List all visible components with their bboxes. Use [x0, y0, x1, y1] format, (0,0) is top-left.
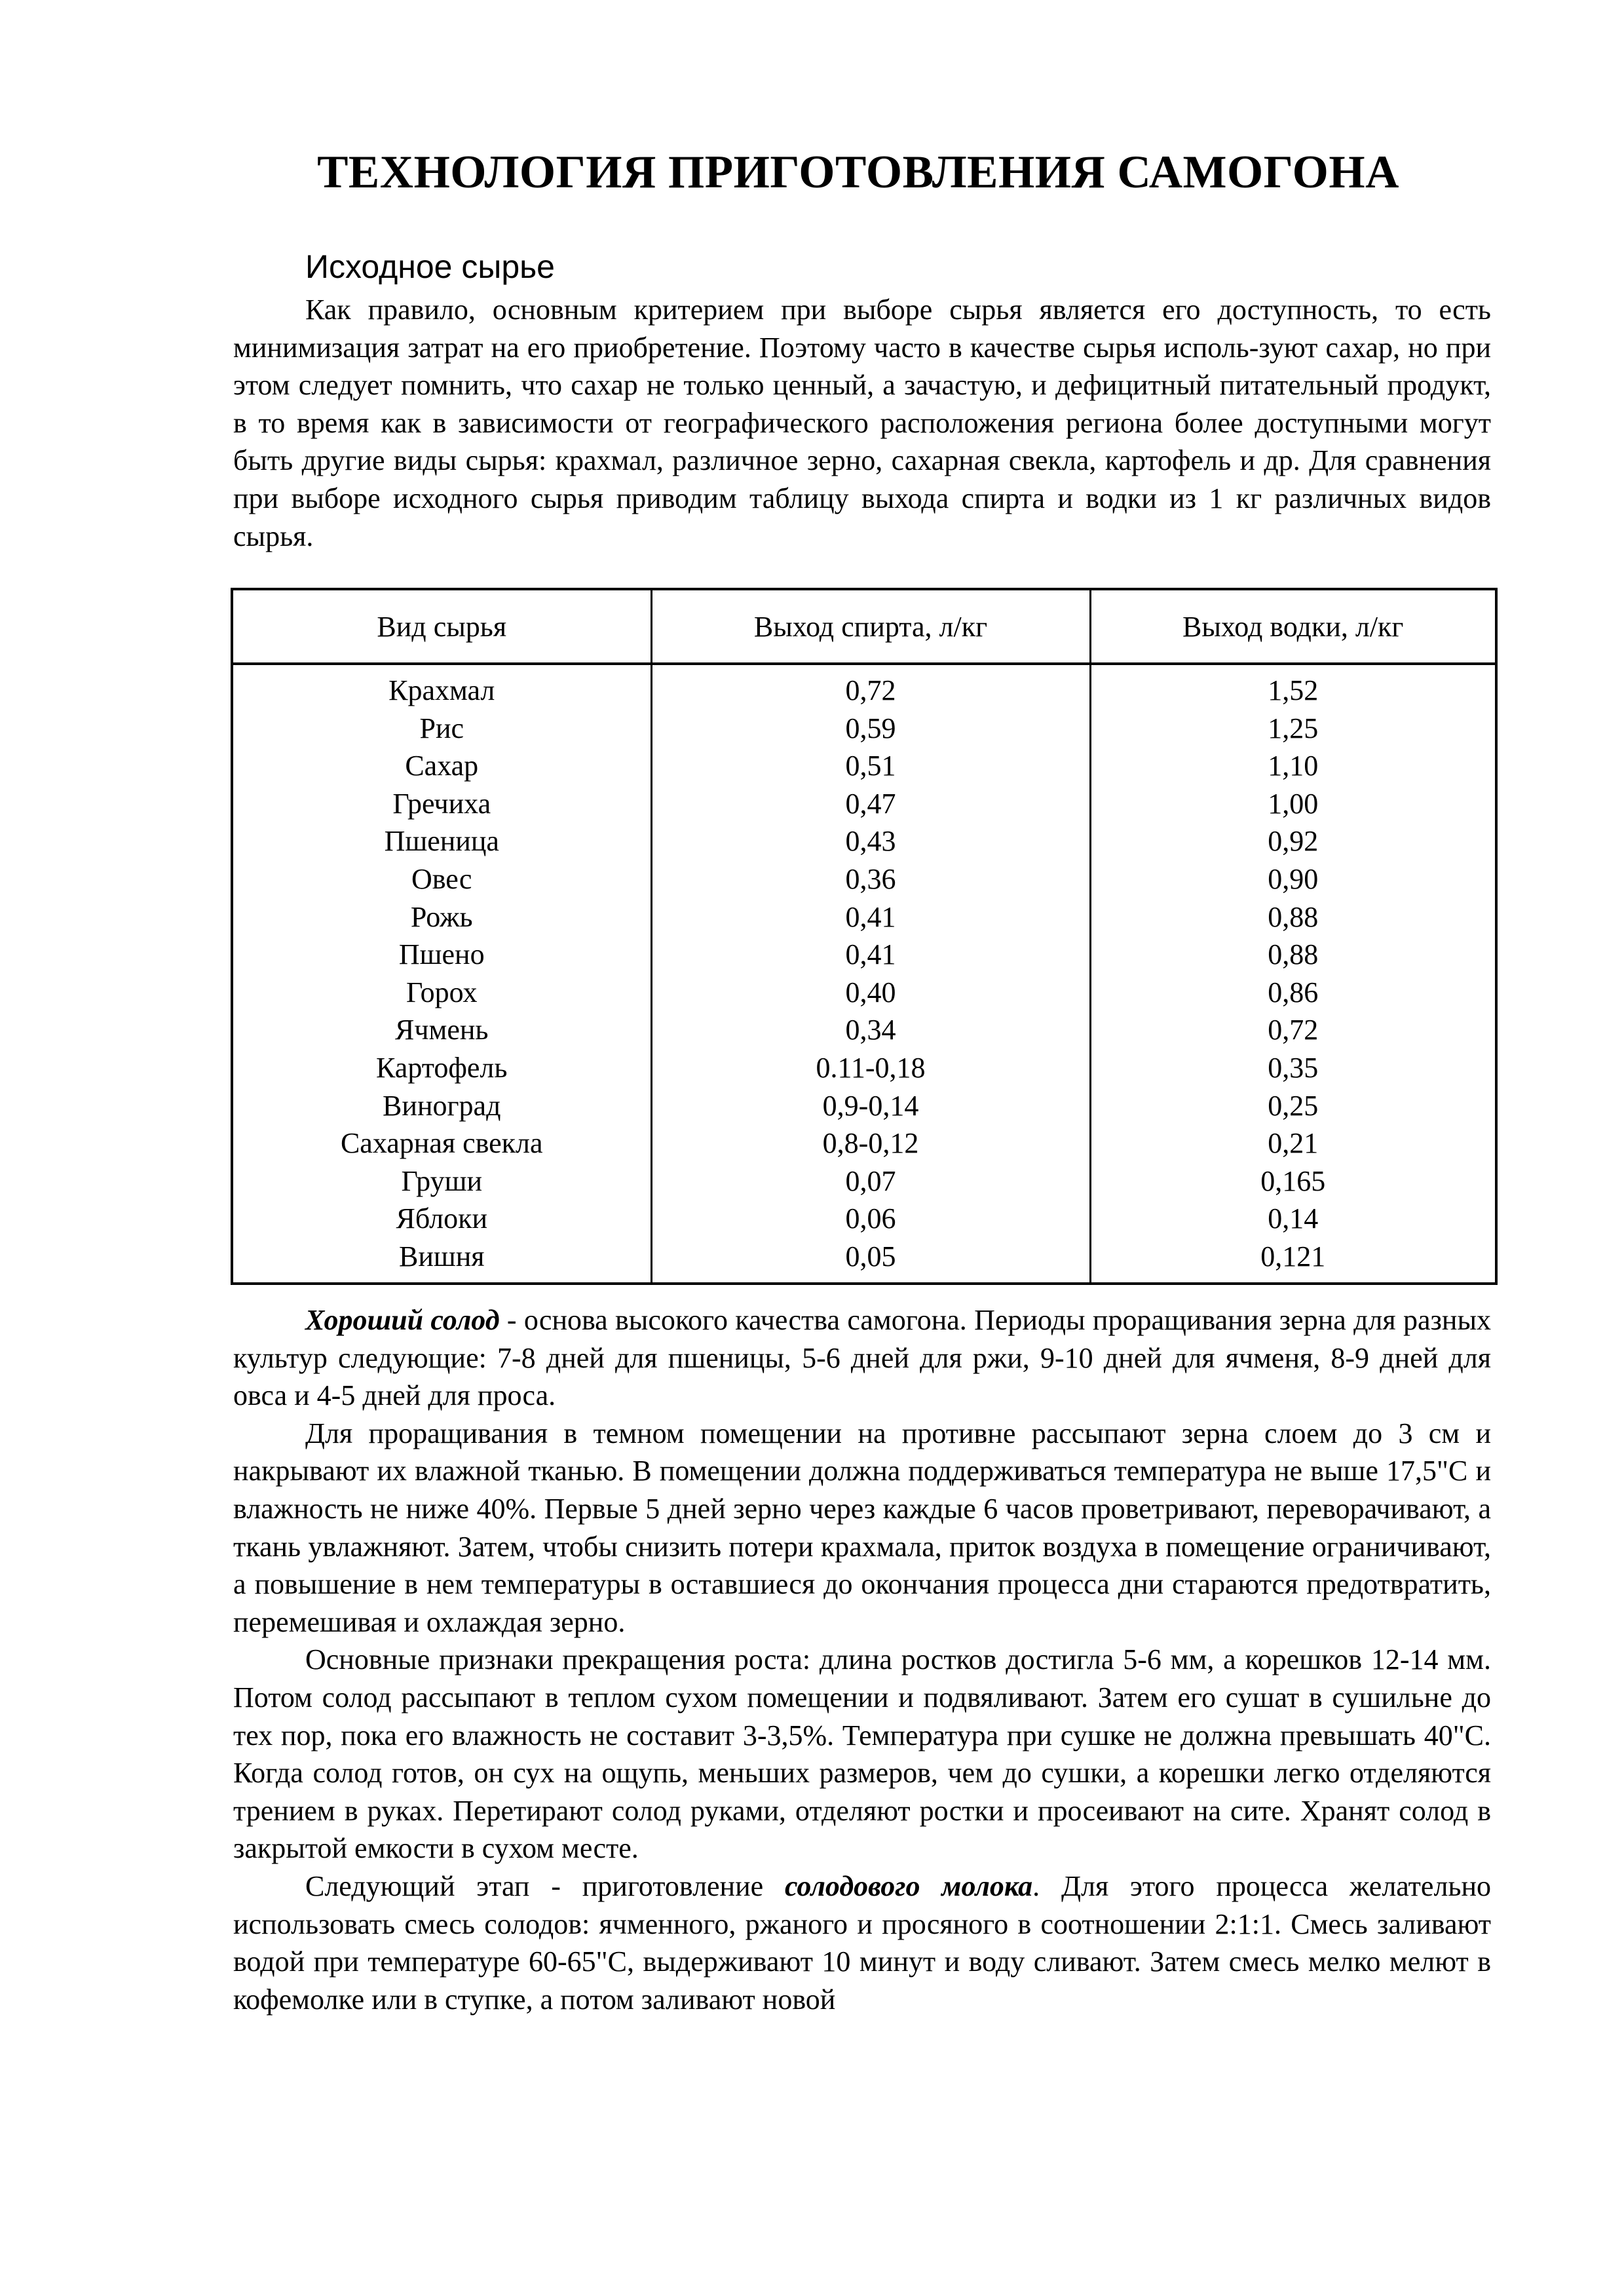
raw-material-cell: Овес	[232, 860, 651, 898]
vodka-yield-cell: 1,10	[1268, 750, 1319, 782]
raw-material-cell: Вишня	[232, 1238, 651, 1284]
table-row	[232, 860, 1496, 898]
vodka-yield-cell: 0,86	[1268, 976, 1319, 1008]
alcohol-yield-cell: 0,06	[651, 1200, 1090, 1238]
table-row	[232, 974, 1496, 1012]
table-row	[232, 898, 1496, 936]
table-row	[232, 1200, 1496, 1238]
drying-paragraph: Основные признаки прекращения роста: длина ростков достигла 5-6 мм, а корешков 12-14 мм. Потом солод рассыпают в теплом сухом помещении и подвяливают. Затем его сушат в сушильне до тех пор, пока его влажность не составит 3-3,5%. Температура при сушке не должна превышать 40"С. Когда солод готов, он сух на ощупь, меньших размеров, чем до сушки, а корешки легко отделяются трением в руках. Перетирают солод руками, отделяют ростки и просеивают на сите. Хранят солод в закрытой емкости в сухом месте.	[233, 1643, 1491, 1865]
table-row	[232, 1049, 1496, 1087]
sprouting-paragraph: Для проращивания в темном помещении на противне рассыпают зерна слоем до 3 см и накрывают их влажной тканью. В помещении должна поддерживаться температура не выше 17,5"С и влажность не ниже 40%. Первые 5 дней зерно через каждые 6 часов проветривают, переворачивают, а ткань увлажняют. Затем, чтобы снизить потери крахмала, приток воздуха в помещение ограничивают, а повышение в нем температуры в оставшиеся до окончания процесса дни стараются предотвратить, перемешивая и охлаждая зерно.	[233, 1417, 1491, 1638]
alcohol-yield-cell: 0,9-0,14	[651, 1087, 1090, 1125]
alcohol-yield-cell: 0,47	[651, 785, 1090, 823]
raw-material-cell: Гречиха	[232, 785, 651, 823]
page-title: ТЕХНОЛОГИЯ ПРИГОТОВЛЕНИЯ САМОГОНА	[317, 147, 1399, 198]
raw-material-cell: Сахарная свекла	[232, 1124, 651, 1162]
alcohol-yield-cell: 0,43	[651, 822, 1090, 860]
vodka-yield-cell: 0,92	[1268, 825, 1319, 858]
main-text	[233, 1301, 1491, 2018]
vodka-yield-cell: 0,165	[1260, 1164, 1326, 1197]
table-row	[232, 936, 1496, 974]
table-row	[232, 785, 1496, 823]
section-heading: Исходное сырье	[305, 248, 555, 285]
vodka-yield-cell: 1,00	[1268, 787, 1319, 820]
raw-material-cell: Картофель	[232, 1049, 651, 1087]
intro-paragraph: Как правило, основным критерием при выборе сырья является его доступность, то есть минимизация затрат на его приобретение. Поэтому часто в качестве сырья исполь-зуют сахар, но при этом следует помнить, что сахар не только ценный, а зачастую, и дефицитный питательный продукт, в то время как в зависимости от географического расположения региона более доступными могут быть другие виды сырья: крахмал, различное зерно, сахарная свекла, картофель и др. Для сравнения при выборе исходного сырья приводим таблицу выхода спирта и водки из 1 кг различных видов сырья.	[233, 294, 1491, 552]
table-row	[232, 1124, 1496, 1162]
table-row	[232, 664, 1496, 710]
intro-section	[233, 291, 1491, 555]
table-row	[232, 1238, 1496, 1284]
malt-emphasis: Хороший солод	[305, 1304, 500, 1336]
table-body	[232, 664, 1496, 1284]
table-header-row	[232, 589, 1496, 664]
table-row	[232, 1011, 1496, 1049]
raw-material-cell: Виноград	[232, 1087, 651, 1125]
alcohol-yield-cell: 0,59	[651, 710, 1090, 748]
malt-text: - основа высокого качества самогона. Периоды проращивания зерна для разных культур следующие: 7-8 дней для пшеницы, 5-6 дней для ржи, 9-10 дней для ячменя, 8-9 дней для овса и 4-5 дней для проса.	[233, 1304, 1492, 1412]
column-header-alcohol-yield: Выход спирта, л/кг	[651, 589, 1090, 664]
vodka-yield-cell: 0,35	[1268, 1051, 1319, 1084]
alcohol-yield-cell: 0,41	[651, 936, 1090, 974]
vodka-yield-cell: 0,88	[1268, 938, 1319, 971]
alcohol-yield-cell: 0,05	[651, 1238, 1090, 1284]
vodka-yield-cell: 0,121	[1260, 1240, 1326, 1272]
alcohol-yield-cell: 0.11-0,18	[651, 1049, 1090, 1087]
alcohol-yield-cell: 0,41	[651, 898, 1090, 936]
alcohol-yield-cell: 0,40	[651, 974, 1090, 1012]
raw-material-cell: Груши	[232, 1162, 651, 1200]
raw-material-cell: Пшено	[232, 936, 651, 974]
vodka-yield-cell: 0,25	[1268, 1089, 1319, 1122]
raw-material-cell: Яблоки	[232, 1200, 651, 1238]
malt-milk-emphasis: солодового молока	[785, 1869, 1033, 1902]
raw-material-cell: Крахмал	[232, 664, 651, 710]
table-row	[232, 822, 1496, 860]
malt-milk-after: . Для этого процесса желательно использовать смесь солодов: ячменного, ржаного и просяного в соотношении 2:1:1. Смесь заливают водой при температуре 60-65"С, выдерживают 10 минут и воду сливают. Затем смесь мелко мелют в кофемолке или в ступке, а потом заливают новой	[233, 1869, 1492, 2016]
alcohol-yield-cell: 0,8-0,12	[651, 1124, 1090, 1162]
raw-material-cell: Пшеница	[232, 822, 651, 860]
table-row	[232, 1162, 1496, 1200]
malt-paragraph	[233, 1301, 1491, 1415]
raw-material-cell: Сахар	[232, 747, 651, 785]
vodka-yield-cell: 1,25	[1268, 712, 1319, 744]
alcohol-yield-cell: 0,34	[651, 1011, 1090, 1049]
alcohol-yield-cell: 0,51	[651, 747, 1090, 785]
vodka-yield-cell: 0,90	[1268, 862, 1319, 895]
vodka-yield-cell: 0,21	[1268, 1127, 1319, 1160]
column-header-vodka-yield: Выход водки, л/кг	[1090, 589, 1496, 664]
vodka-yield-cell: 0,14	[1268, 1202, 1319, 1235]
vodka-yield-cell: 0,88	[1268, 900, 1319, 933]
malt-milk-paragraph	[233, 1867, 1491, 2018]
yield-table	[231, 588, 1498, 1285]
alcohol-yield-cell: 0,36	[651, 860, 1090, 898]
raw-material-cell: Горох	[232, 974, 651, 1012]
raw-material-cell: Ячмень	[232, 1011, 651, 1049]
raw-material-cell: Рожь	[232, 898, 651, 936]
alcohol-yield-cell: 0,07	[651, 1162, 1090, 1200]
vodka-yield-cell: 1,52	[1268, 674, 1319, 706]
raw-material-cell: Рис	[232, 710, 651, 748]
column-header-raw-material: Вид сырья	[232, 589, 651, 664]
malt-milk-before: Следующий этап - приготовление	[305, 1869, 785, 1902]
table-row	[232, 747, 1496, 785]
table-row	[232, 1087, 1496, 1125]
table-row	[232, 710, 1496, 748]
vodka-yield-cell: 0,72	[1268, 1014, 1319, 1046]
alcohol-yield-cell: 0,72	[651, 664, 1090, 710]
